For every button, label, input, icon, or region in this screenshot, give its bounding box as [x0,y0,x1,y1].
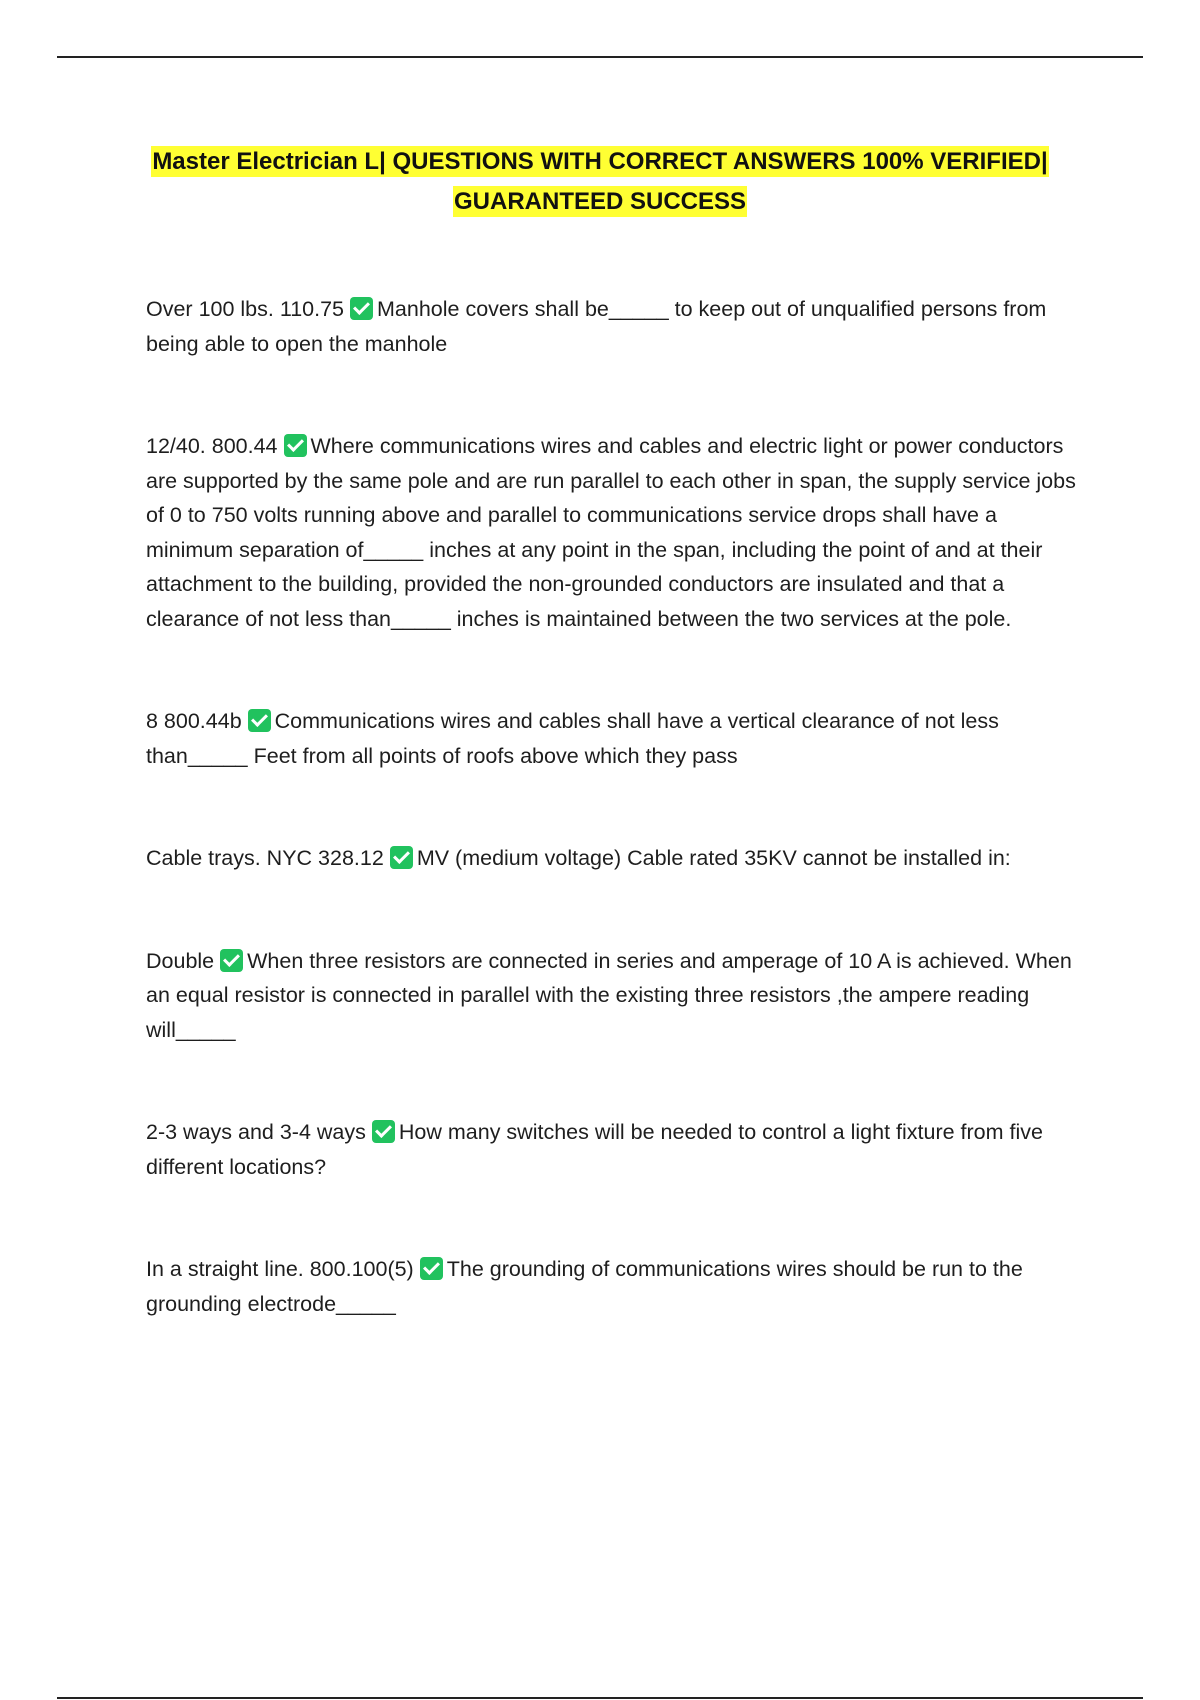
top-divider [57,56,1143,58]
question-text: When three resistors are connected in series and amperage of 10 A is achieved. When an equal resistor is connected in parallel with the existing three resistors ,the ampere reading will_____ [146,948,1072,1042]
qa-item-4 [146,841,1086,876]
answer-text: 2-3 ways and 3-4 ways [146,1120,366,1144]
check-mark-icon [284,434,307,457]
question-text: Communications wires and cables shall have a vertical clearance of not less than_____ Feet from all points of roofs above which they pass [146,709,999,768]
answer-text: Cable trays. NYC 328.12 [146,846,384,870]
question-text: Where communications wires and cables and electric light or power conductors are supported by the same pole and are run parallel to each other in span, the supply service jobs of 0 to 750 volts running above and parallel to communications service drops shall have a minimum separation of_____ inches at any point in the span, including the point of and at their attachment to the building, provided the non-grounded conductors are insulated and that a clearance of not less than_____ inches is maintained between the two services at the pole. [146,434,1076,631]
qa-item-6 [146,1115,1086,1184]
question-text: How many switches will be needed to control a light fixture from five different locations? [146,1120,1043,1179]
check-mark-icon [220,949,243,972]
qa-item-2 [146,429,1086,636]
qa-list [146,292,1086,1389]
answer-text: 8 800.44b [146,709,242,733]
check-mark-icon [372,1120,395,1143]
qa-item-5 [146,944,1086,1048]
qa-item-1 [146,292,1086,361]
check-mark-icon [350,297,373,320]
answer-text: In a straight line. 800.100(5) [146,1257,414,1281]
check-mark-icon [420,1257,443,1280]
answer-text: Double [146,948,215,973]
title-line-1: Master Electrician L| QUESTIONS WITH CORRECT ANSWERS 100% VERIFIED| [152,148,1048,175]
bottom-divider [57,1697,1143,1699]
check-mark-icon [248,709,271,732]
question-text: MV (medium voltage) Cable rated 35KV cannot be installed in: [416,846,1011,870]
answer-text: Over 100 lbs. 110.75 [146,297,345,321]
title-line-2: GUARANTEED SUCCESS [453,188,747,215]
answer-text: 12/40. 800.44 [146,434,278,458]
qa-item-3 [146,704,1086,773]
qa-item-7 [146,1252,1086,1321]
question-text: Manhole covers shall be_____ to keep out of unqualified persons from being able to open the manhole [146,297,1047,356]
document-title [0,142,1200,222]
check-mark-icon [390,846,413,869]
question-text: The grounding of communications wires should be run to the grounding electrode_____ [146,1257,1023,1316]
